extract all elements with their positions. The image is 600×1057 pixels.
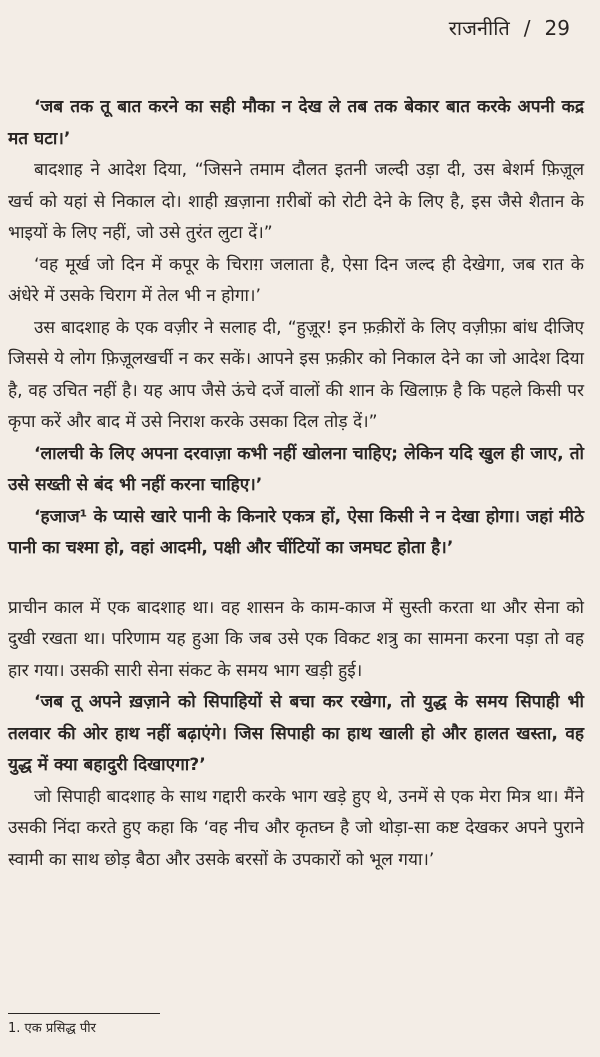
verse-paragraph: ‘लालची के लिए अपना दरवाज़ा कभी नहीं खोलना चाहिए; लेकिन यदि खुल ही जाए, तो उसे सख्ती से बंद भी नहीं करना चाहिए।’ (8, 443, 584, 495)
prose-paragraph: उस बादशाह के एक वज़ीर ने सलाह दी, “हुज़ूर! इन फ़क़ीरों के लिए वज़ीफ़ा बांध दीजिए जिससे ये लोग फ़िज़ूलखर्ची न कर सकें। आपने इस फ़क़ीर को निकाल देने का जो आदेश दिया है, वह उचित नहीं है। यह आप जैसे ऊंचे दर्जे वालों की शान के खिलाफ़ है कि पहले किसी पर कृपा करें और बाद में उसे निराश करके उसका दिल तोड़ दें।” (8, 317, 584, 432)
footnote-divider (8, 1013, 160, 1014)
section-gap (8, 565, 584, 593)
verse-paragraph: ‘जब तू अपने ख़ज़ाने को सिपाहियों से बचा कर रखेगा, तो युद्ध के समय सिपाही भी तलवार की ओर हाथ नहीं बढ़ाएंगे। जिस सिपाही का हाथ खाली हो और हालत खस्ता, वह युद्ध में क्या बहादुरी दिखाएगा?’ (8, 692, 584, 775)
running-title: राजनीति (448, 16, 510, 40)
page-body (8, 92, 584, 876)
header-separator: / (523, 16, 531, 40)
prose-paragraph: जो सिपाही बादशाह के साथ गद्दारी करके भाग खड़े हुए थे, उनमें से एक मेरा मित्र था। मैंने उसकी निंदा करते हुए कहा कि ‘वह नीच और कृतघ्न है जो थोड़ा-सा कष्ट देखकर अपने पुराने स्वामी का साथ छोड़ बैठा और उसके बरसों के उपकारों को भूल गया।’ (8, 786, 584, 870)
page-number: 29 (544, 16, 570, 40)
verse-paragraph: ‘वह मूर्ख जो दिन में कपूर के चिराग़ जलाता है, ऐसा दिन जल्द ही देखेगा, जब रात के अंधेरे में उसके चिराग में तेल भी न होगा।’ (8, 254, 584, 306)
prose-paragraph: बादशाह ने आदेश दिया, “जिसने तमाम दौलत इतनी जल्दी उड़ा दी, उस बेशर्म फ़िज़ूल खर्च को यहां से निकाल दो। शाही ख़ज़ाना ग़रीबों को रोटी देने के लिए है, इस जैसे शैतान के भाइयों के लिए नहीं, जो उसे तुरंत लुटा दें।” (8, 160, 584, 243)
verse-paragraph: ‘हजाज¹ के प्यासे खारे पानी के किनारे एकत्र हों, ऐसा किसी ने न देखा होगा। जहां मीठे पानी का चश्मा हो, वहां आदमी, पक्षी और चींटियों का जमघट होता है।’ (8, 506, 584, 558)
footnote: 1. एक प्रसिद्ध पीर (8, 1021, 96, 1036)
verse-paragraph: ‘जब तक तू बात करने का सही मौका न देख ले तब तक बेकार बात करके अपनी कद्र मत घटा।’ (8, 97, 584, 149)
running-header (8, 14, 584, 48)
story-opening-paragraph: प्राचीन काल में एक बादशाह था। वह शासन के काम-काज में सुस्ती करता था और सेना को दुखी रखता था। परिणाम यह हुआ कि जब उसे एक विकट शत्रु का सामना करना पड़ा तो वह हार गया। उसकी सारी सेना संकट के समय भाग खड़ी हुई। (8, 597, 584, 681)
